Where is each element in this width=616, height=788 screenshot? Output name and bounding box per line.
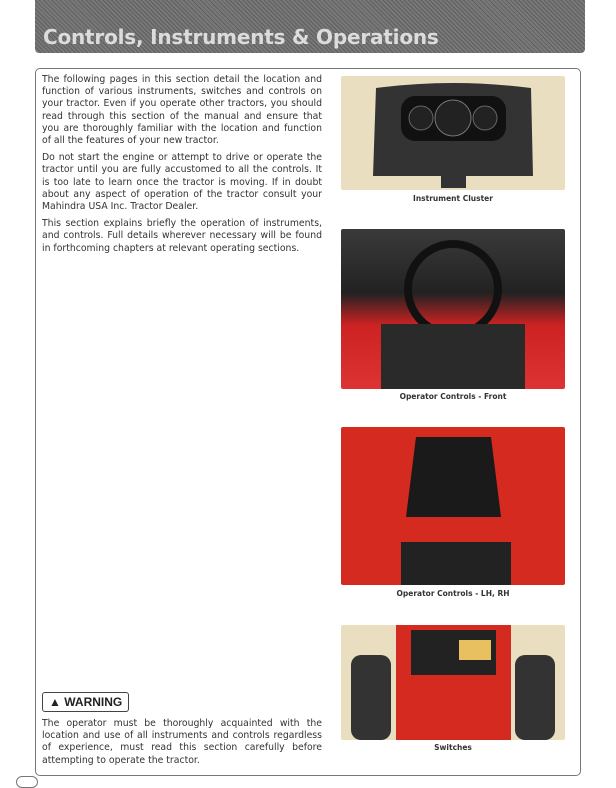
figure-caption: Operator Controls - LH, RH (396, 589, 510, 598)
switches-image (341, 625, 565, 740)
figure-caption: Switches (434, 743, 472, 752)
warning-text: The operator must be thoroughly acquainted with the location and use of all instruments and controls regardless of experience, must read this section carefully before attempting to operate the tractor. (42, 718, 322, 766)
operator-controls-lh-rh-image (341, 427, 565, 585)
page-title: Controls, Instruments & Operations (43, 25, 439, 49)
intro-paragraph: The following pages in this section detail the location and function of various instruments, switches and controls on your tractor. Even if you operate other tractors, you should read through this section of the manual and ensure that you are thoroughly familiar with the location and function of all the features of your new tractor. (42, 74, 322, 147)
warning-label: WARNING (64, 695, 123, 709)
intro-paragraph: Do not start the engine or attempt to drive or operate the tractor until you are fully accustomed to all the controls. It is too late to learn once the tractor is moving. If in doubt about any aspect of operation of the tractor consult your Mahindra USA Inc. Tractor Dealer. (42, 152, 322, 213)
figure-caption: Instrument Cluster (413, 194, 493, 203)
figure-caption: Operator Controls - Front (399, 392, 507, 401)
warning-badge (42, 692, 129, 712)
intro-text (42, 74, 322, 260)
intro-paragraph: This section explains briefly the operation of instruments, and controls. Full details wherever necessary will be found in forthcoming chapters at relevant operating sections. (42, 218, 322, 254)
warning-triangle-icon: ▲ (49, 695, 61, 709)
section-header (35, 0, 585, 53)
page-corner-tab (16, 776, 38, 788)
instrument-cluster-image (341, 76, 565, 190)
operator-controls-front-image (341, 229, 565, 389)
